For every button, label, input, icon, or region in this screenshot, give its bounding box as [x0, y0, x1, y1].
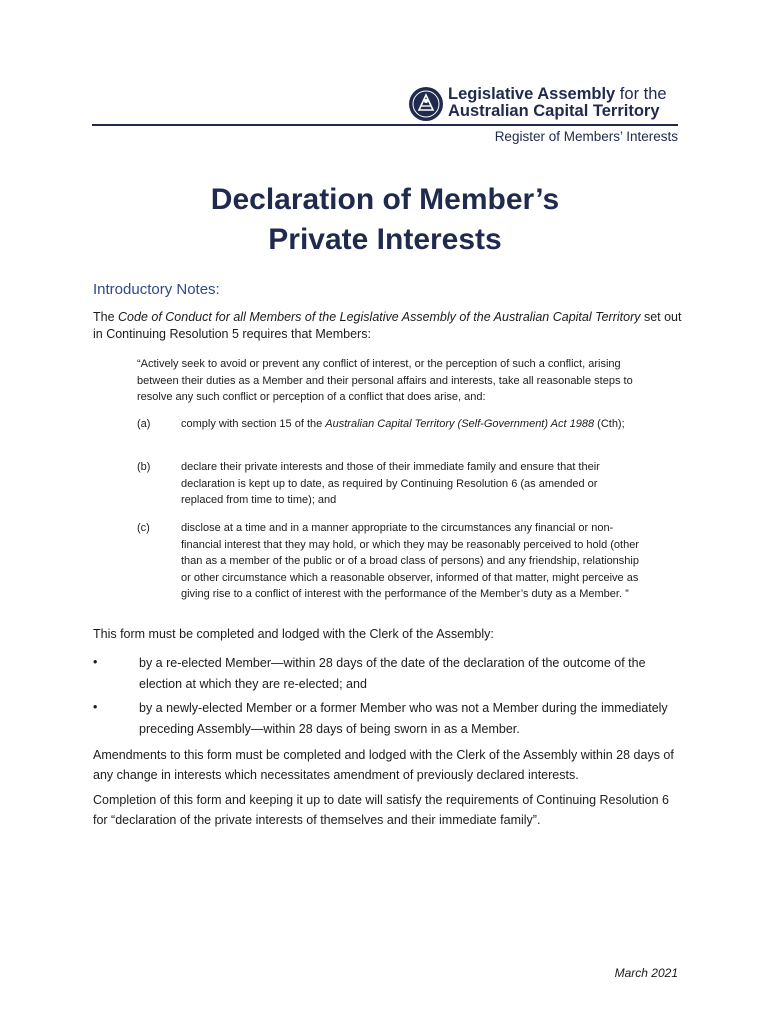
amendments-paragraph: Amendments to this form must be completed and lodged with the Clerk of the Assembly within 28 days of any change in interests which necessitates amendment of previously declared interests. — [93, 748, 674, 782]
item-label-a: (a) — [137, 418, 151, 430]
intro-heading: Introductory Notes: — [93, 281, 220, 298]
item-text-b: declare their private interests and those of their immediate family and ensure that their declaration is kept up to date, as required by Continuing Resolution 6 (as amended or replaced from time to time); and — [181, 461, 600, 506]
header-rule — [92, 124, 678, 126]
lodge-paragraph: This form must be completed and lodged with the Clerk of the Assembly: — [93, 627, 494, 641]
organisation-name: Legislative Assembly for the Australian Capital Territory — [448, 85, 667, 120]
document-date: March 2021 — [614, 966, 678, 980]
bullet-item: by a newly-elected Member or a former Member who was not a Member during the immediately preceding Assembly—within 28 days of being sworn in as a Member. — [139, 701, 668, 736]
item-text-c: disclose at a time and in a manner appropriate to the circumstances any financial or non-financial interest that they may hold, or which they may be reasonably perceived to hold (other than as a member of the public or of a broad class of persons) and any friendship, relationship or other circumstance which a reasonable observer, informed of that matter, might perceive as giving rise to a conflict of interest with the performance of the Member’s duty as a Member. ” — [181, 522, 639, 600]
completion-paragraph: Completion of this form and keeping it up to date will satisfy the requirements of Continuing Resolution 6 for “declaration of the private interests of themselves and their immediate family”. — [93, 793, 670, 827]
register-subtitle: Register of Members’ Interests — [494, 129, 678, 144]
item-text-a: comply with section 15 of the Australian Capital Territory (Self-Government) Act 1988 (Cth); — [181, 418, 625, 430]
page-title: Declaration of Member’s Private Interests — [210, 183, 560, 256]
assembly-crest-icon — [408, 86, 444, 122]
bullet-item: by a re-elected Member—within 28 days of the date of the declaration of the outcome of the election at which they are re-elected; and — [139, 656, 646, 691]
bullet-icon: • — [93, 700, 98, 714]
quote-text: “Actively seek to avoid or prevent any conflict of interest, or the perception of such a conflict, arising between their duties as a Member and their personal affairs and interests, take all reasonable steps to resolve any such conflict or perception of a conflict that does arise, and: — [137, 358, 633, 403]
item-label-b: (b) — [137, 461, 151, 473]
bullet-icon: • — [93, 655, 98, 669]
item-label-c: (c) — [137, 522, 150, 534]
intro-paragraph: The Code of Conduct for all Members of the Legislative Assembly of the Australian Capital Territory set out in Continuing Resolution 5 requires that Members: — [93, 310, 682, 341]
page-header — [92, 84, 678, 154]
